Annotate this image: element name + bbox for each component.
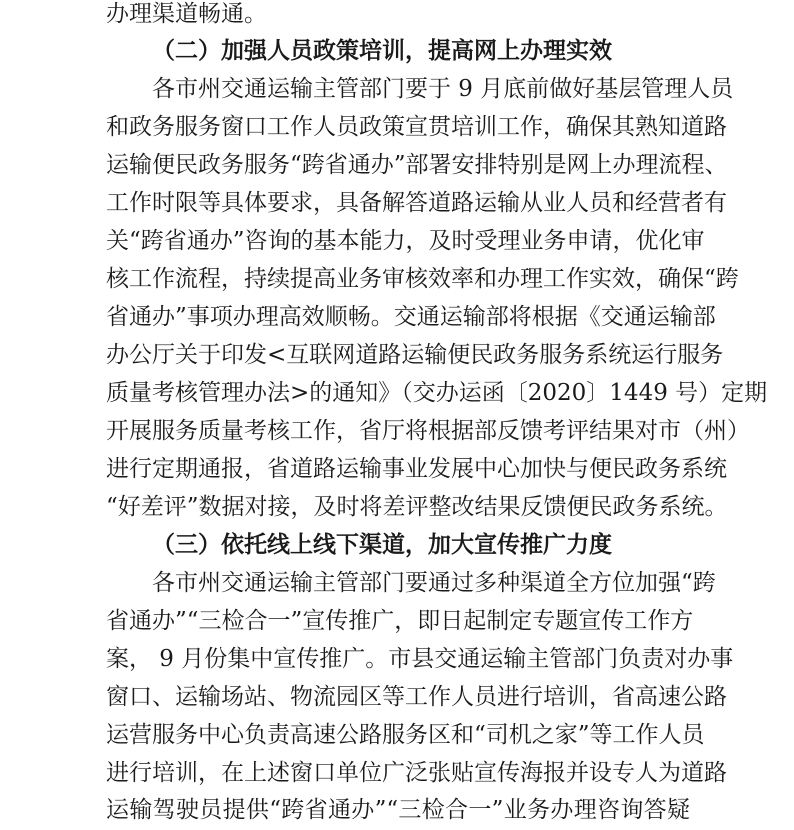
text-line: 各市州交通运输主管部门要于 9 月底前做好基层管理人员 xyxy=(152,76,734,102)
text-line: 核工作流程，持续提高业务审核效率和办理工作实效，确保“跨 xyxy=(106,266,739,292)
text-line: 省通办”“三检合一”宣传推广，即日起制定专题宣传工作方 xyxy=(106,608,694,634)
text-line: 运输便民政务服务“跨省通办”部署安排特别是网上办理流程、 xyxy=(106,152,728,178)
text-line: 省通办”事项办理高效顺畅。交通运输部将根据《交通运输部 xyxy=(106,304,716,330)
text-line: 运输驾驶员提供“跨省通办”“三检合一”业务办理咨询答疑 xyxy=(106,797,690,823)
text-line: 和政务服务窗口工作人员政策宣贯培训工作，确保其熟知道路 xyxy=(106,114,727,140)
text-line: 办理渠道畅通。 xyxy=(106,1,267,27)
text-line: 运营服务中心负责高速公路服务区和“司机之家”等工作人员 xyxy=(106,722,705,748)
text-line: 进行定期通报，省道路运输事业发展中心加快与便民政务系统 xyxy=(106,456,727,482)
text-line: 案， 9 月份集中宣传推广。市县交通运输主管部门负责对办事 xyxy=(106,646,734,672)
section-heading: （三）依托线上线下渠道，加大宣传推广力度 xyxy=(152,531,612,558)
text-line: “好差评”数据对接，及时将差评整改结果反馈便民政务系统。 xyxy=(106,494,728,520)
text-line: 工作时限等具体要求，具备解答道路运输从业人员和经营者有 xyxy=(106,190,727,216)
text-line: 各市州交通运输主管部门要通过多种渠道全方位加强“跨 xyxy=(152,570,716,596)
text-line: 窗口、运输场站、物流园区等工作人员进行培训，省高速公路 xyxy=(106,684,727,710)
section-heading: （二）加强人员政策培训，提高网上办理实效 xyxy=(152,37,612,64)
text-line: 质量考核管理办法>的通知》（交办运函〔2020〕1449 号）定期 xyxy=(106,380,768,406)
text-line: 办公厅关于印发<互联网道路运输便民政务服务系统运行服务 xyxy=(106,342,724,368)
text-line: 关“跨省通办”咨询的基本能力，及时受理业务申请，优化审 xyxy=(106,228,705,254)
text-line: 开展服务质量考核工作，省厅将根据部反馈考评结果对市（州） xyxy=(106,418,750,444)
text-line: 进行培训，在上述窗口单位广泛张贴宣传海报并设专人为道路 xyxy=(106,760,727,786)
